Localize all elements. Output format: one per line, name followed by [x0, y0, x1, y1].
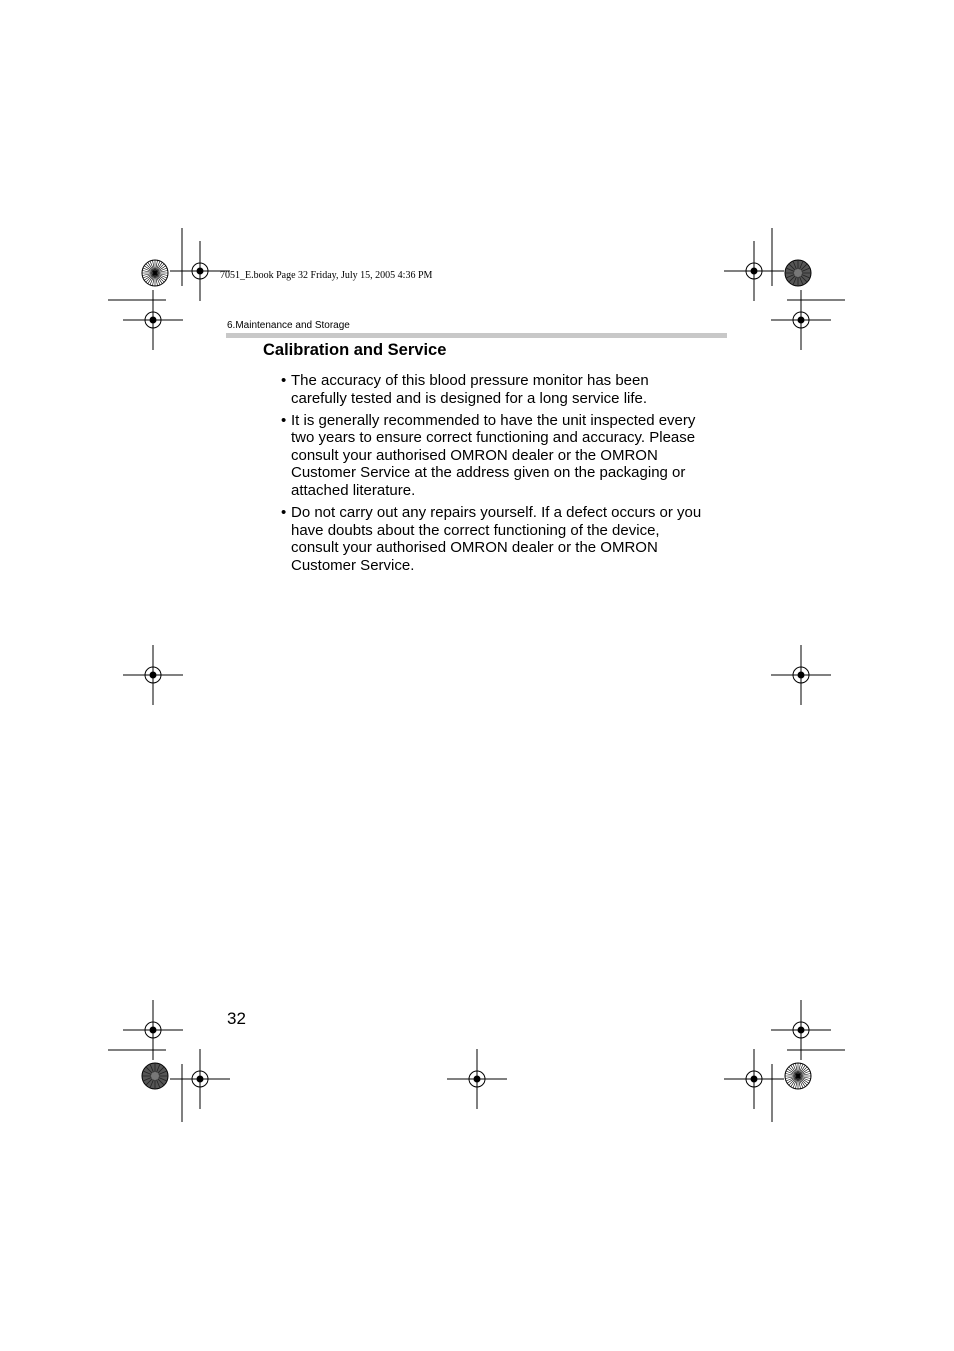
starburst-mark-top-right	[785, 260, 811, 286]
bullet-item	[281, 412, 731, 500]
bullet-mark: •	[281, 504, 287, 522]
bullet-line: Customer Service.	[291, 556, 415, 574]
running-head: 6.Maintenance and Storage	[227, 320, 350, 331]
registration-target-right-mid	[771, 645, 831, 705]
bullet-line: It is generally recommended to have the unit inspected every	[291, 411, 696, 429]
bullet-item	[281, 372, 731, 407]
bullet-item	[281, 504, 731, 574]
bullet-mark: •	[281, 411, 287, 429]
bullet-line: have doubts about the correct functioning of the device,	[291, 521, 660, 539]
registration-target-left-mid	[123, 645, 183, 705]
starburst-mark-bottom-left	[142, 1063, 168, 1089]
bullet-line: consult your authorised OMRON dealer or the OMRON	[291, 446, 658, 464]
bullet-line: carefully tested and is designed for a long service life.	[291, 389, 648, 407]
registration-target-right-2	[771, 1000, 831, 1060]
registration-target-bottom-2	[724, 1049, 784, 1109]
header-rule	[226, 333, 727, 338]
section-title: Calibration and Service	[263, 341, 447, 359]
registration-target-bottom-mid	[447, 1049, 507, 1109]
bullet-line: Customer Service at the address given on the packaging or	[291, 464, 686, 482]
bullet-line: two years to ensure correct functioning and accuracy. Please	[291, 429, 696, 447]
bullet-line: The accuracy of this blood pressure monitor has been	[291, 372, 649, 389]
registration-target-right-1	[771, 290, 831, 350]
registration-target-top-2	[724, 241, 784, 301]
bullet-line: attached literature.	[291, 482, 416, 500]
bullet-mark: •	[281, 372, 287, 389]
registration-target-left-1	[123, 290, 183, 350]
bullet-line: consult your authorised OMRON dealer or the OMRON	[291, 539, 658, 557]
registration-target-left-2	[123, 1000, 183, 1060]
bullet-line: Do not carry out any repairs yourself. If a defect occurs or you	[291, 504, 702, 522]
crop-mark-top	[108, 228, 845, 300]
page-number: 32	[227, 1009, 246, 1028]
starburst-mark-bottom-right	[785, 1063, 811, 1089]
registration-target-bottom-1	[170, 1049, 230, 1109]
starburst-mark-top-left	[142, 260, 168, 286]
slug-line: 7051_E.book Page 32 Friday, July 15, 2005 4:36 PM	[220, 270, 433, 281]
bullet-list	[281, 372, 731, 579]
